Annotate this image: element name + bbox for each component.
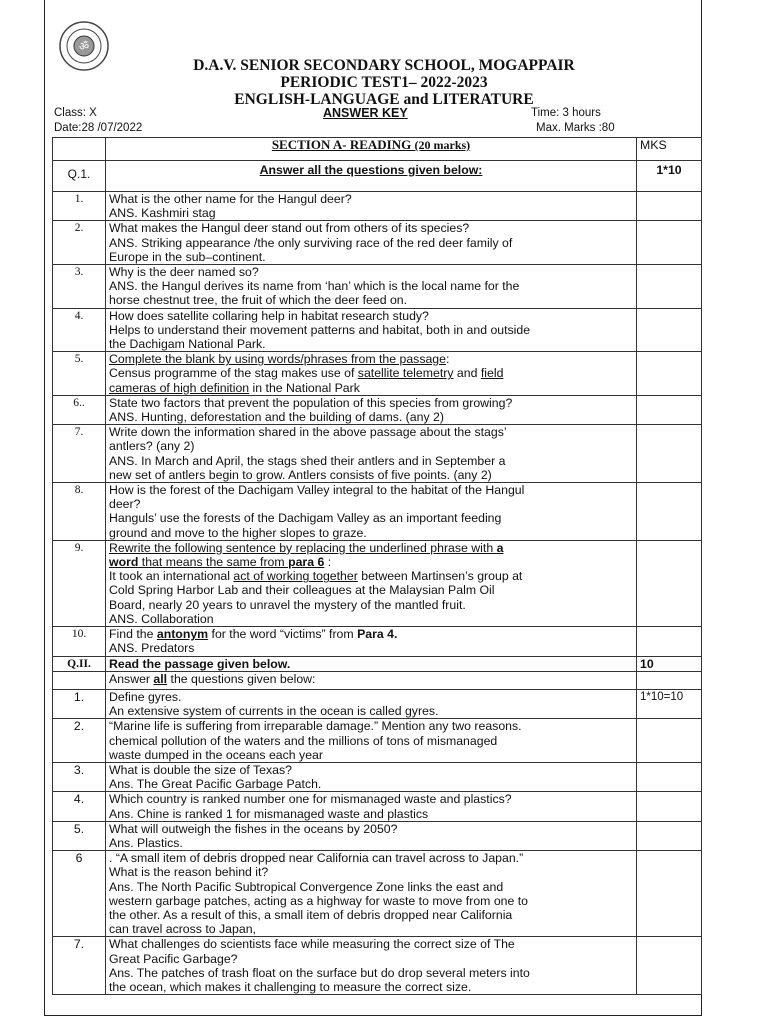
q2-instruction: Answer all the questions given below: <box>106 671 637 689</box>
question-line: What makes the Hangul deer stand out from others of its species? <box>109 221 470 236</box>
item-number: 7. <box>53 937 106 995</box>
answer-line: What is the reason behind it? <box>109 865 269 880</box>
subject-name: ENGLISH-LANGUAGE and LITERATURE <box>234 91 534 108</box>
q1-item <box>53 395 702 424</box>
item-text <box>106 719 637 763</box>
q2-instruction-row <box>53 671 702 689</box>
item-number: 2. <box>53 719 106 763</box>
item-text <box>106 425 637 483</box>
q2-header-row <box>53 656 702 671</box>
item-marks: 1*10=10 <box>637 689 702 718</box>
q2-item <box>53 792 702 821</box>
question-line: . “A small item of debris dropped near California can travel across to Japan.” <box>109 851 524 866</box>
item-text <box>106 851 637 937</box>
answer-key-label: ANSWER KEY <box>323 106 408 120</box>
item-marks <box>637 265 702 309</box>
q1-number: Q.1. <box>53 161 106 192</box>
item-marks <box>637 221 702 265</box>
q1-item <box>53 308 702 352</box>
item-number: 5. <box>53 821 106 850</box>
item-text <box>106 689 637 718</box>
item-text <box>106 483 637 541</box>
question-line: How does satellite collaring help in habitat research study? <box>109 308 429 323</box>
test-name: PERIODIC TEST1– 2022-2023 <box>280 74 488 91</box>
answer-line: western garbage patches, acting as a highway for waste to move from one to <box>109 893 529 908</box>
answer-line: Helps to understand their movement patterns and habitat, both in and outside <box>109 322 531 337</box>
question-line: Define gyres. <box>109 689 182 704</box>
item-number: 9. <box>53 540 106 626</box>
item-number: 6.. <box>53 395 106 424</box>
q1-item-10: 10. Find the antonym for the word “victims” from Para 4. ANS. Predators <box>53 627 702 656</box>
answer-line: ANS. In March and April, the stags shed their antlers and in September a <box>109 453 506 468</box>
svg-text:ॐ: ॐ <box>78 40 90 53</box>
section-a-title: SECTION A- READING (20 marks) <box>106 138 637 161</box>
answer-line: An extensive system of currents in the ocean is called gyres. <box>109 704 439 719</box>
item-number: 4. <box>53 792 106 821</box>
answer-satellite-telemetry: satellite telemetry <box>357 366 454 381</box>
q1-marks: 1*10 <box>637 161 702 192</box>
item-marks <box>637 851 702 937</box>
question-line: How is the forest of the Dachigam Valley integral to the habitat of the Hangul <box>109 483 525 498</box>
answer-line: ground and move to the higher slopes to graze. <box>109 525 367 540</box>
question-line: What challenges do scientists face while measuring the correct size of The <box>109 937 515 952</box>
answer-line: can travel across to Japan, <box>109 922 256 937</box>
answer-line: antlers? (any 2) <box>109 439 195 454</box>
item-text <box>106 792 637 821</box>
item-number: 1. <box>53 192 106 221</box>
q1-item <box>53 221 702 265</box>
q1-item <box>53 425 702 483</box>
item-text <box>106 308 637 352</box>
question-line: Which country is ranked number one for mismanaged waste and plastics? <box>109 792 512 807</box>
q2-title: Read the passage given below. <box>106 656 637 671</box>
item-marks <box>637 821 702 850</box>
item-number: 1. <box>53 689 106 718</box>
question-line: Why is the deer named so? <box>109 265 259 280</box>
question-line: What is the other name for the Hangul deer? <box>109 192 352 206</box>
item-number: 5. <box>53 352 106 396</box>
answer-line: ANS. Striking appearance /the only surviving race of the red deer family of <box>109 235 513 250</box>
answer-line: horse chestnut tree, the fruit of which the deer feed on. <box>109 293 408 308</box>
answer-key-table <box>52 137 702 995</box>
answer-line: ANS. Hunting, deforestation and the building of dams. (any 2) <box>109 410 444 425</box>
item-marks <box>637 425 702 483</box>
item-text <box>106 937 637 995</box>
q2-item <box>53 719 702 763</box>
time-label: Time: 3 hours <box>531 107 601 119</box>
answer-line: ANS. Kashmiri stag <box>109 206 216 221</box>
answer-line: waste dumped in the oceans each year <box>109 747 323 762</box>
item-text <box>106 192 637 221</box>
q2-marks: 10 <box>637 656 702 671</box>
answer-line: Europe in the sub–continent. <box>109 249 266 264</box>
answer-field-cameras: cameras of high definition <box>109 380 250 395</box>
q2-number: Q.II. <box>53 656 106 671</box>
q2-item <box>53 851 702 937</box>
date-label: Date:28 /07/2022 <box>54 122 143 134</box>
school-name: D.A.V. SENIOR SECONDARY SCHOOL, MOGAPPAIR <box>193 57 575 74</box>
item-text <box>106 395 637 424</box>
answer-line: Ans. The Great Pacific Garbage Patch. <box>109 777 322 792</box>
q2-item <box>53 821 702 850</box>
item-text <box>106 221 637 265</box>
item-text <box>106 821 637 850</box>
answer-line: Ans. Plastics. <box>109 835 183 850</box>
answer-line: the other. As a result of this, a small item of debris dropped near California <box>109 907 513 922</box>
q1-instruction: Answer all the questions given below: <box>106 161 637 192</box>
item-marks <box>637 719 702 763</box>
item-number: 2. <box>53 221 106 265</box>
item-text <box>106 762 637 791</box>
question-line: State two factors that prevent the population of this species from growing? <box>109 395 513 410</box>
item5-question: Complete the blank by using words/phrases from the passage <box>109 352 446 367</box>
q2-item <box>53 762 702 791</box>
item-marks <box>637 192 702 221</box>
item-marks <box>637 308 702 352</box>
q1-item <box>53 265 702 309</box>
q1-item <box>53 192 702 221</box>
question-line: Write down the information shared in the above passage about the stags’ <box>109 425 507 440</box>
item-number: 6 <box>53 851 106 937</box>
q1-item-9: 9. Rewrite the following sentence by replacing the underlined phrase with a word that means the same from para 6 : It took an international act of working together between Martinsen’s group at Cold Spring Harbor Lab and their colleagues at the Malaysian Palm Oil Board, nearly 20 years to unravel the mystery of the mantled fruit. ANS. Collaboration <box>53 540 702 626</box>
answer-line: ANS. the Hangul derives its name from ‘han’ which is the local name for the <box>109 279 520 294</box>
question-line: What is double the size of Texas? <box>109 762 292 777</box>
item-marks <box>637 937 702 995</box>
q1-item-5: 5. Complete the blank by using words/phrases from the passage: Census programme of the stag makes use of satellite telemetry and field cameras of high definition in the National Park <box>53 352 702 396</box>
answer-line: Ans. The patches of trash float on the surface but do drop several meters into <box>109 965 530 980</box>
item9-answer: ANS. Collaboration <box>109 611 214 626</box>
section-a-row <box>53 138 702 161</box>
item10-answer: ANS. Predators <box>109 641 195 656</box>
item-marks <box>637 483 702 541</box>
item-text <box>106 265 637 309</box>
item-number: 10. <box>53 627 106 656</box>
answer-line: Great Pacific Garbage? <box>109 951 238 966</box>
answer-line: deer? <box>109 497 141 512</box>
class-label: Class: X <box>54 107 97 119</box>
item-number: 3. <box>53 762 106 791</box>
item-marks <box>637 395 702 424</box>
item-number: 7. <box>53 425 106 483</box>
item-marks <box>637 792 702 821</box>
max-marks-label: Max. Marks :80 <box>536 122 615 134</box>
q2-item <box>53 689 702 718</box>
answer-line: chemical pollution of the waters and the millions of tons of mismanaged <box>109 733 498 748</box>
item-number: 4. <box>53 308 106 352</box>
question-line: “Marine life is suffering from irreparable damage.” Mention any two reasons. <box>109 719 522 734</box>
answer-line: Ans. Chine is ranked 1 for mismanaged waste and plastics <box>109 806 429 821</box>
item-marks <box>637 762 702 791</box>
question-line: What will outweigh the fishes in the oceans by 2050? <box>109 821 398 836</box>
item-number: 8. <box>53 483 106 541</box>
answer-line: Hanguls’ use the forests of the Dachigam Valley as an important feeding <box>109 511 502 526</box>
q1-header-row <box>53 161 702 192</box>
answer-line: the ocean, which makes it challenging to measure the correct size. <box>109 979 472 994</box>
answer-line: Ans. The North Pacific Subtropical Convergence Zone links the east and <box>109 879 504 894</box>
item-number: 3. <box>53 265 106 309</box>
mks-header: MKS <box>637 138 702 161</box>
answer-line: the Dachigam National Park. <box>109 337 266 352</box>
q1-item <box>53 483 702 541</box>
q2-item <box>53 937 702 995</box>
answer-line: new set of antlers begin to grow. Antlers consists of five points. (any 2) <box>109 467 492 482</box>
